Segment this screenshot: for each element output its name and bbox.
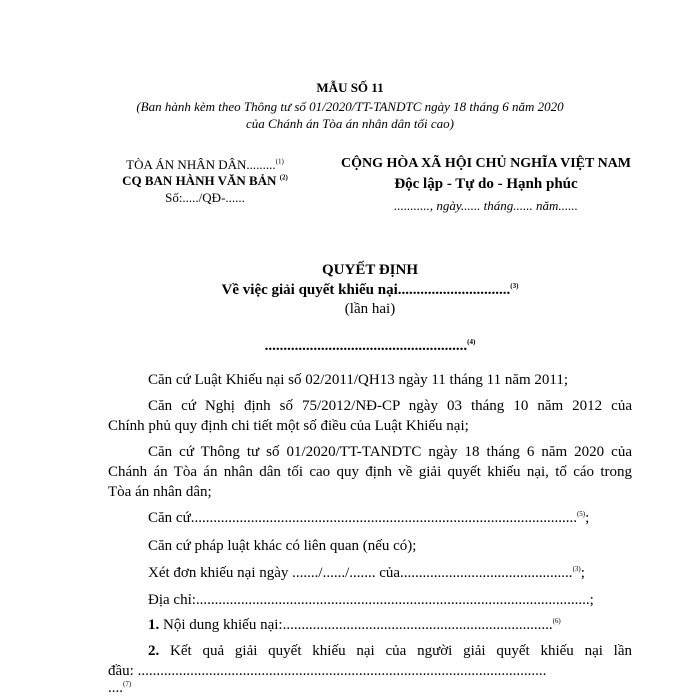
decision-round: (lần hai) [344, 301, 396, 317]
issued-line-2: của Chánh án Tòa án nhân dân tối cao) [246, 116, 454, 131]
basis-decree-line-2: Chính phủ quy định chi tiết một số điều của Luật Khiếu nại; [108, 418, 469, 434]
decision-issuer: ......................................................$^{(4)}$ [264, 338, 476, 354]
nation-name: CỘNG HÒA XÃ HỘI CHỦ NGHĨA VIỆT NAM [340, 156, 631, 171]
complaint-review: Xét đơn khiếu nại ngày ......./....../....... của..............................................$^{(3)}$; [148, 565, 585, 581]
issuing-agency: CQ BAN HÀNH VĂN BẢN $^{(2)}$ [122, 173, 288, 188]
basis-related-law: Căn cứ pháp luật khác có liên quan (nếu có); [148, 538, 417, 554]
form-title: MẪU SỐ 11 [316, 80, 384, 95]
first-result-note: (7) [123, 680, 132, 688]
first-result-line-1: 2. Kết quả giải quyết khiếu nại của người giải quyết khiếu nại lần [148, 643, 632, 659]
agency-note: (2) [279, 173, 288, 182]
first-result-line-3: ....$^{(7)}$ [108, 680, 132, 696]
section-2-number: 2. [148, 643, 160, 659]
national-motto: Độc lập - Tự do - Hạnh phúc [394, 176, 578, 192]
complaint-review-note: (3) [572, 565, 581, 573]
issuer-note: (4) [467, 338, 476, 346]
basis-decree-line-1: Căn cứ Nghị định số 75/2012/NĐ-CP ngày 03 tháng 10 năm 2012 của [148, 398, 632, 414]
basis-circular-line-2: Chánh án Tòa án nhân dân tối cao quy định về giải quyết khiếu nại, tố cáo trong [108, 464, 632, 480]
address-line: Địa chỉ:.........................................................................................................; [148, 592, 594, 608]
issued-line-1: (Ban hành kèm theo Thông tư số 01/2020/TT-TANDTC ngày 18 tháng 6 năm 2020 [136, 99, 564, 114]
basis-circular-line-1: Căn cứ Thông tư số 01/2020/TT-TANDTC ngày 18 tháng 6 năm 2020 của [148, 444, 632, 460]
decision-heading: QUYẾT ĐỊNH [322, 262, 418, 278]
basis-circular-line-3: Tòa án nhân dân; [108, 484, 212, 500]
basis-complaint-law: Căn cứ Luật Khiếu nại số 02/2011/QH13 ngày 11 tháng 11 năm 2011; [148, 372, 569, 388]
subject-note: (3) [510, 282, 519, 290]
basis-other-note: (5) [576, 510, 586, 518]
document-number: Số:...../QĐ-...... [165, 190, 245, 205]
complaint-content-note: (6) [552, 617, 561, 625]
first-result-line-2: đầu: ............................................................................................................. [108, 663, 547, 679]
complaint-content: 1. Nội dung khiếu nại:........................................................................$^{(6)}$ [148, 617, 561, 633]
section-1-number: 1. [148, 617, 160, 633]
date-line: ..........., ngày...... tháng...... năm...... [394, 198, 578, 213]
basis-other: Căn cứ.......................................................................................................$^{(5)}$; [148, 510, 590, 526]
decision-subject: Về việc giải quyết khiếu nại..............................$^{(3)}$ [221, 282, 519, 298]
court-name: TÒA ÁN NHÂN DÂN.........$^{(1)}$ [126, 157, 284, 172]
court-note: (1) [275, 157, 284, 166]
